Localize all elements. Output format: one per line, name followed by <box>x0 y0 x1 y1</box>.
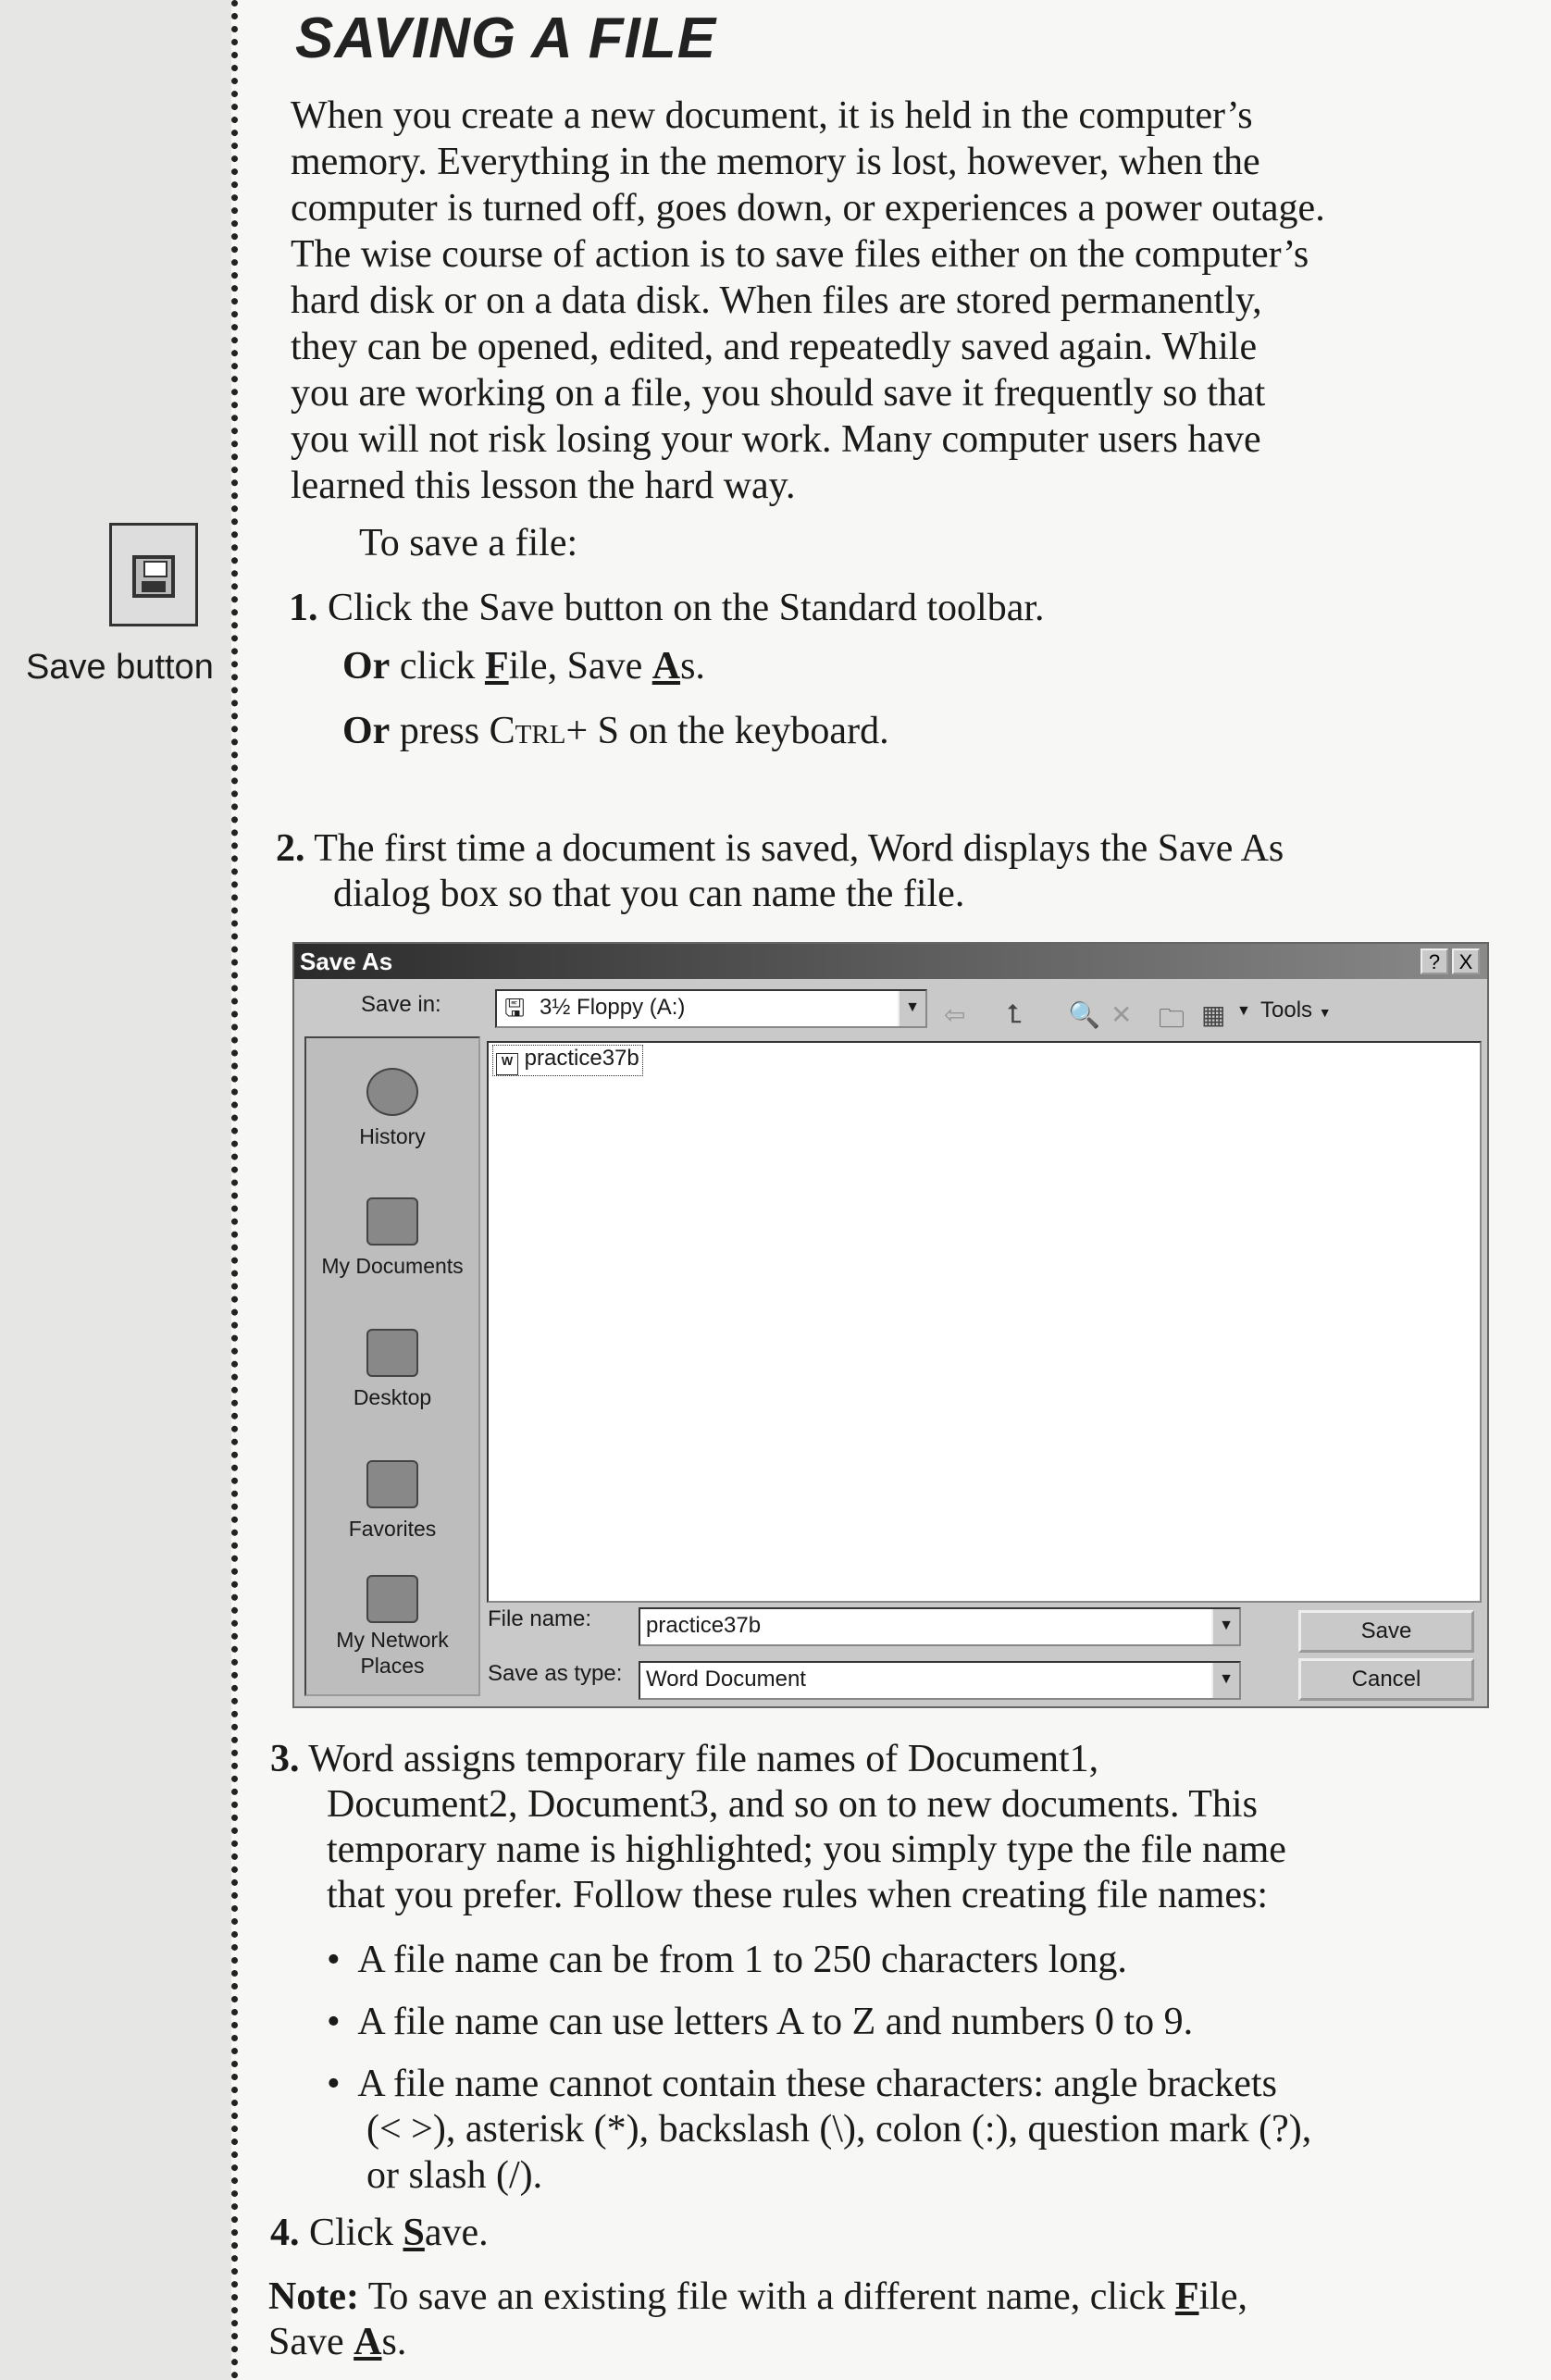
save-as-type-value: Word Document <box>646 1667 806 1692</box>
views-dropdown-icon[interactable]: ▼ <box>1236 1003 1251 1019</box>
place-desktop[interactable] <box>306 1329 478 1410</box>
chevron-down-icon[interactable]: ▼ <box>1211 1663 1239 1698</box>
new-folder-icon[interactable]: 🗀 <box>1159 1004 1185 1033</box>
text-line: you will not risk losing your work. Many computer users have <box>291 418 1261 461</box>
step-3 <box>270 1736 1098 1782</box>
text: click <box>390 645 485 688</box>
place-label: History <box>359 1124 426 1148</box>
back-icon[interactable]: ⇦ <box>944 1000 966 1029</box>
step-4 <box>270 2210 489 2256</box>
dialog-titlebar <box>294 944 1487 979</box>
tools-menu[interactable] <box>1260 998 1332 1023</box>
step-number: 3. <box>270 1738 300 1780</box>
step-text: Click the Save button on the Standard toolbar. <box>328 587 1045 629</box>
text-line: The wise course of action is to save files either on the computer’s <box>291 233 1309 276</box>
file-item[interactable] <box>492 1045 643 1076</box>
margin-column <box>0 0 231 2380</box>
step-2 <box>276 825 1284 872</box>
step-text: temporary name is highlighted; you simply type the file name <box>327 1828 1286 1871</box>
section-title: SAVING A FILE <box>295 6 717 70</box>
text: s. <box>680 645 705 688</box>
save-as-dialog <box>292 942 1489 1708</box>
views-icon[interactable]: ▦ <box>1201 1000 1226 1029</box>
note-line-2 <box>268 2319 406 2365</box>
save-in-value: 3½ Floppy (A:) <box>540 995 686 1020</box>
text: press <box>390 710 490 752</box>
bullet-text: A file name can be from 1 to 250 characters long. <box>357 1939 1127 1981</box>
text-line: they can be opened, edited, and repeatedly saved again. While <box>291 326 1258 368</box>
text-line: learned this lesson the hard way. <box>291 465 796 507</box>
place-label: Places <box>360 1654 425 1678</box>
chevron-down-icon: ▼ <box>1318 1005 1332 1020</box>
place-my-network-places[interactable] <box>306 1575 478 1679</box>
place-label: My Network <box>336 1628 449 1652</box>
save-button-caption: Save button <box>26 648 214 687</box>
step-text: The first time a document is saved, Word displays the Save As <box>314 827 1284 870</box>
step-text: Document2, Document3, and so on to new documents. This <box>327 1783 1258 1826</box>
close-button[interactable]: X <box>1452 948 1480 974</box>
floppy-drive-icon: 🖫 <box>504 994 526 1022</box>
step-number: 4. <box>270 2212 300 2254</box>
floppy-disk-icon <box>132 555 175 598</box>
search-web-icon[interactable]: 🔍 <box>1068 1000 1100 1029</box>
text: ile, Save <box>508 645 652 688</box>
step-text: Word assigns temporary file names of Document1, <box>308 1738 1099 1780</box>
save-as-type-label: Save as type: <box>488 1661 623 1686</box>
desktop-icon <box>366 1329 418 1377</box>
accel-key: A <box>354 2321 382 2363</box>
file-name-value: practice37b <box>646 1613 762 1638</box>
step-number: 1. <box>289 587 318 629</box>
note-text: s. <box>381 2321 407 2363</box>
accel-key: F <box>484 645 509 688</box>
accel-key: F <box>1174 2275 1199 2318</box>
step-1-alt-keyboard <box>342 708 889 754</box>
bullet-item: • A file name can be from 1 to 250 characters long. <box>327 1939 1127 1981</box>
history-icon <box>366 1068 418 1116</box>
accel-key: S <box>403 2212 425 2254</box>
dotted-divider <box>231 0 238 2380</box>
text-line: hard disk or on a data disk. When files are stored permanently, <box>291 279 1262 322</box>
file-name-label: File name: <box>488 1606 592 1631</box>
save-in-label: Save in: <box>361 992 441 1017</box>
key-name: Ctrl <box>489 710 566 752</box>
note <box>268 2274 1247 2320</box>
note-text: To save an existing file with a different name, click <box>358 2275 1175 2318</box>
cancel-button[interactable]: Cancel <box>1298 1658 1474 1701</box>
or-label: Or <box>342 710 391 752</box>
word-doc-icon: W <box>496 1053 518 1075</box>
bullet-item: • A file name cannot contain these characters: angle brackets <box>327 2063 1277 2105</box>
file-name-input[interactable] <box>639 1607 1241 1646</box>
text-line: computer is turned off, goes down, or experiences a power outage. <box>291 187 1325 229</box>
favorites-icon <box>366 1460 418 1508</box>
step-text: ave. <box>424 2212 489 2254</box>
dialog-title: Save As <box>300 948 393 975</box>
network-icon <box>366 1575 418 1623</box>
note-label: Note: <box>268 2275 359 2318</box>
bullet-text: A file name cannot contain these characters: angle brackets <box>357 2063 1277 2105</box>
chevron-down-icon[interactable]: ▼ <box>898 991 925 1026</box>
place-my-documents[interactable] <box>306 1197 478 1279</box>
place-label: Favorites <box>348 1517 437 1541</box>
places-bar <box>304 1036 480 1696</box>
bullet-item: • A file name can use letters A to Z and numbers 0 to 9. <box>327 2001 1194 2043</box>
step-number: 2. <box>276 827 305 870</box>
up-folder-icon[interactable]: ⮤ <box>1007 999 1023 1028</box>
bullet-text: (< >), asterisk (*), backslash (\), colon (:), question mark (?), <box>366 2108 1312 2151</box>
to-save-heading: To save a file: <box>359 522 578 564</box>
delete-icon[interactable]: ✕ <box>1111 1000 1133 1029</box>
place-label: Desktop <box>353 1385 432 1409</box>
accel-key: A <box>651 645 681 688</box>
file-name: practice37b <box>524 1046 639 1071</box>
note-text: Save <box>268 2321 354 2363</box>
place-label: My Documents <box>321 1254 464 1278</box>
help-button[interactable]: ? <box>1421 948 1448 974</box>
bullet-text: or slash (/). <box>366 2154 543 2197</box>
note-text: ile, <box>1198 2275 1247 2318</box>
place-history[interactable] <box>306 1068 478 1149</box>
save-button[interactable]: Save <box>1298 1610 1474 1653</box>
step-text: Click <box>309 2212 403 2254</box>
text: + S on the keyboard. <box>565 710 889 752</box>
text-line: When you create a new document, it is held in the computer’s <box>291 94 1253 137</box>
save-as-type-select[interactable] <box>639 1661 1241 1700</box>
save-button-illustration <box>109 523 198 626</box>
step-text: that you prefer. Follow these rules when creating file names: <box>327 1874 1269 1916</box>
or-label: Or <box>342 645 391 688</box>
file-list[interactable] <box>487 1041 1482 1603</box>
step-1 <box>289 585 1045 631</box>
text-line: memory. Everything in the memory is lost, however, when the <box>291 141 1260 183</box>
tools-label: Tools <box>1260 998 1313 1023</box>
save-in-dropdown[interactable] <box>495 989 927 1028</box>
my-documents-icon <box>366 1197 418 1246</box>
place-favorites[interactable] <box>306 1460 478 1542</box>
bullet-text: A file name can use letters A to Z and numbers 0 to 9. <box>357 2001 1194 2043</box>
chevron-down-icon[interactable]: ▼ <box>1211 1609 1239 1644</box>
step-1-alt-menu <box>342 643 705 689</box>
text-line: you are working on a file, you should save it frequently so that <box>291 372 1266 415</box>
step-text: dialog box so that you can name the file. <box>333 873 965 915</box>
